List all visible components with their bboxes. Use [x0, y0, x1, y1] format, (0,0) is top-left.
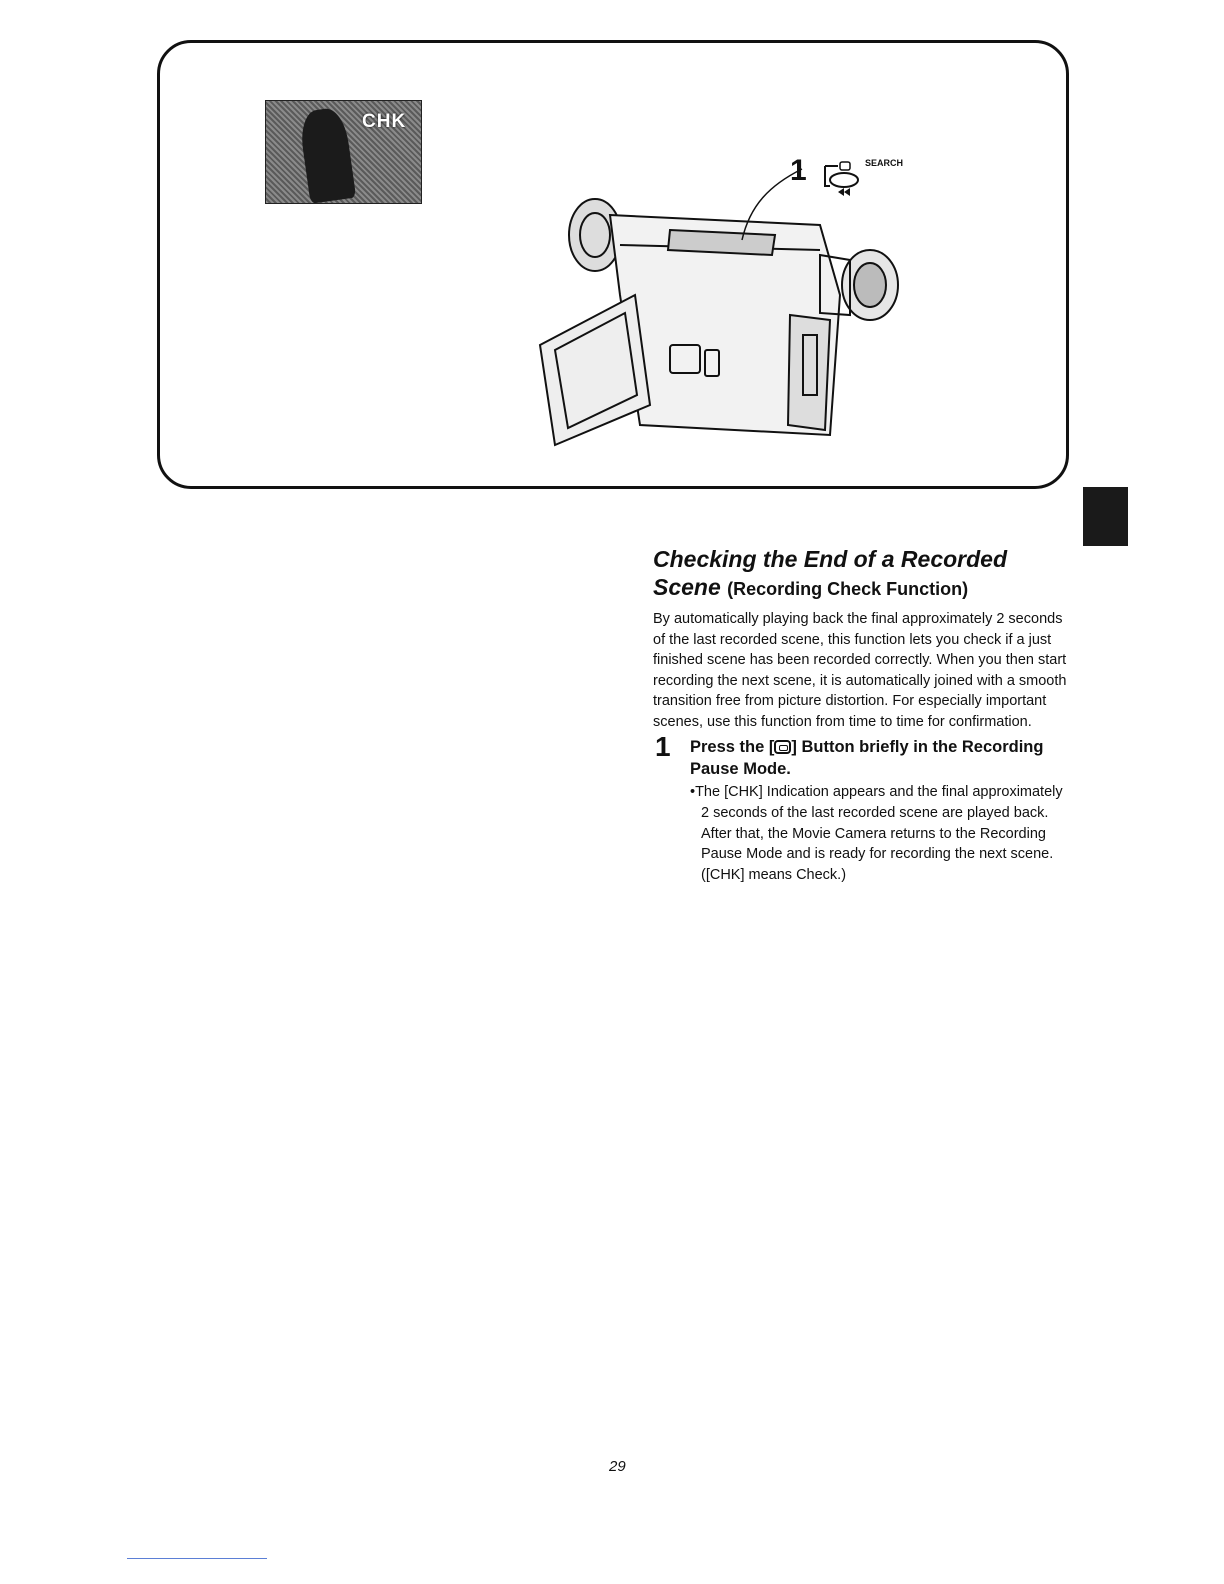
page-number: 29 [609, 1458, 626, 1475]
step-title [690, 736, 1071, 780]
step-note-1: After that, the Movie Camera returns to the Recording Pause Mode and is ready for recording the next scene. [701, 825, 1054, 863]
subject-silhouette [298, 106, 356, 204]
viewfinder-screen-image [265, 100, 422, 204]
step-note-2: ([CHK] means Check.) [701, 867, 847, 884]
section-body: By automatically playing back the final approximately 2 seconds of the last recorded scene, this function lets you check if a just finished scene has been recorded correctly. When you then start recording the next scene, it is automatically joined with a smooth transition free from picture distortion. For especially important scenes, use this function from time to time for confirmation. [653, 611, 1067, 730]
step-title-after: ] Button briefly in the Recording Pause Mode. [690, 738, 1044, 778]
section-title [653, 545, 1071, 603]
step-notes [690, 782, 1071, 886]
footer-rule [127, 1558, 267, 1559]
title-part2: Scene [653, 574, 721, 600]
section-content [653, 545, 1071, 886]
step-number: 1 [655, 731, 671, 762]
recording-check-icon [774, 740, 791, 754]
step-bullet: •The [CHK] Indication appears and the final approximately 2 seconds of the last recorded scene are played back. [690, 784, 1063, 821]
section-tab [1083, 487, 1128, 546]
section-subtitle: (Recording Check Function) [727, 579, 969, 599]
search-button-icon [822, 160, 864, 198]
step-1 [653, 731, 1071, 886]
step-title-before: Press the [ [690, 738, 775, 756]
search-label: SEARCH [865, 158, 904, 168]
chk-indicator: CHK [362, 111, 407, 132]
title-line2 [653, 573, 1071, 603]
title-part1: Checking the End of a Recorded [653, 546, 1007, 572]
step-callout-number: 1 [790, 154, 807, 187]
